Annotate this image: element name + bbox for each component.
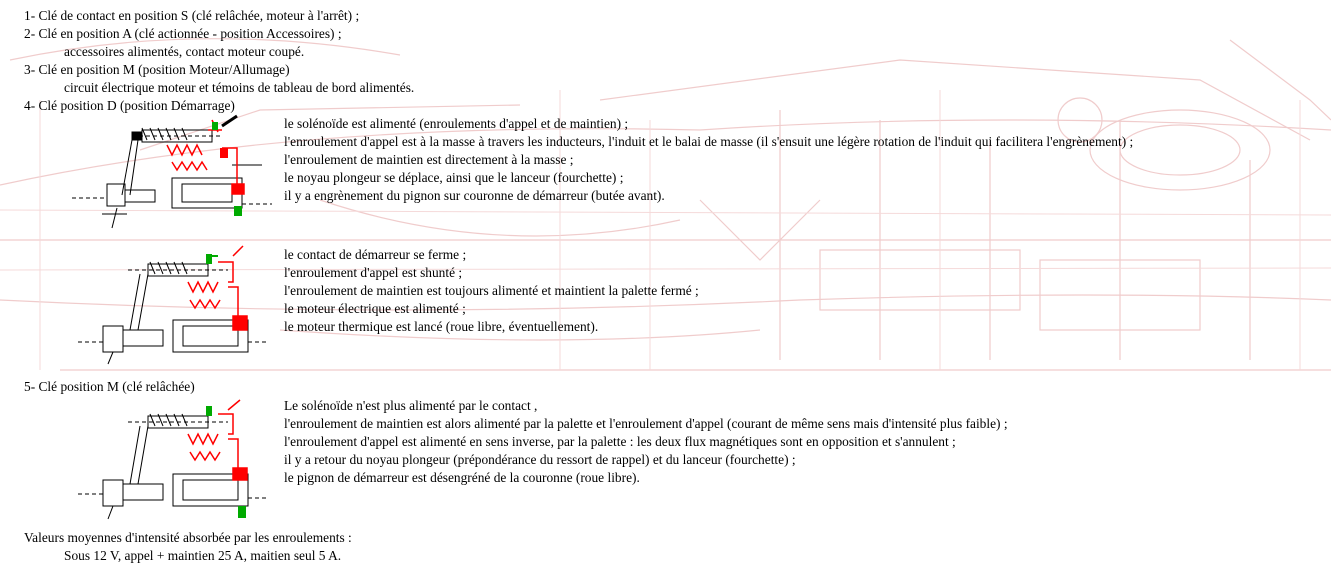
starter-diagram-release <box>78 394 268 522</box>
phase-m-line-2: l'enroulement de maintien est alors alimenté par la palette et l'enroulement d'appel (courant de même sens mais d'intensité plus faible) ; <box>284 416 1008 431</box>
step-5-text: 5- Clé position M (clé relâchée) <box>24 379 195 394</box>
step-2-detail: accessoires alimentés, contact moteur coupé. <box>64 44 305 59</box>
summary-detail: Sous 12 V, appel + maintien 25 A, maitien seul 5 A. <box>64 548 342 563</box>
phase-d1-line-3: l'enroulement de maintien est directement à la masse ; <box>284 152 574 167</box>
step-1-text: 1- Clé de contact en position S (clé relâchée, moteur à l'arrêt) ; <box>24 8 360 23</box>
phase-m-line-3: l'enroulement d'appel est alimenté en sens inverse, par la palette : les deux flux magnétiques sont en opposition et s'annulent ; <box>284 434 956 449</box>
summary-title: Valeurs moyennes d'intensité absorbée par les enroulements : <box>24 530 352 545</box>
phase-m-line-4: il y a retour du noyau plongeur (prépondérance du ressort de rappel) et du lanceur (fourchette) ; <box>284 452 796 467</box>
phase-d1-line-4: le noyau plongeur se déplace, ainsi que le lanceur (fourchette) ; <box>284 170 624 185</box>
phase-d2-line-3: l'enroulement de maintien est toujours alimenté et maintient la palette fermé ; <box>284 283 699 298</box>
step-3-text: 3- Clé en position M (position Moteur/Allumage) <box>24 62 290 77</box>
step-4-text: 4- Clé position D (position Démarrage) <box>24 98 235 113</box>
phase-d1-line-5: il y a engrènement du pignon sur couronne de démarreur (butée avant). <box>284 188 665 203</box>
phase-d1-line-2: l'enroulement d'appel est à la masse à travers les inducteurs, l'induit et le balai de masse (il s'ensuit une légère rotation de l'induit qui facilitera l'engrènement) ; <box>284 134 1134 149</box>
step-2-text: 2- Clé en position A (clé actionnée - position Accessoires) ; <box>24 26 342 41</box>
phase-m-line-5: le pignon de démarreur est désengréné de la couronne (roue libre). <box>284 470 640 485</box>
phase-d1-line-1: le solénoïde est alimenté (enroulements d'appel et de maintien) ; <box>284 116 629 131</box>
step-3-detail: circuit électrique moteur et témoins de tableau de bord alimentés. <box>64 80 415 95</box>
phase-d2-line-4: le moteur électrique est alimenté ; <box>284 301 466 316</box>
phase-d2-line-1: le contact de démarreur se ferme ; <box>284 247 467 262</box>
starter-diagram-cranking <box>78 242 268 367</box>
starter-diagram-engagement <box>72 110 272 235</box>
phase-d2-line-2: l'enroulement d'appel est shunté ; <box>284 265 463 280</box>
phase-m-line-1: Le solénoïde n'est plus alimenté par le contact , <box>284 398 538 413</box>
phase-d2-line-5: le moteur thermique est lancé (roue libre, éventuellement). <box>284 319 599 334</box>
